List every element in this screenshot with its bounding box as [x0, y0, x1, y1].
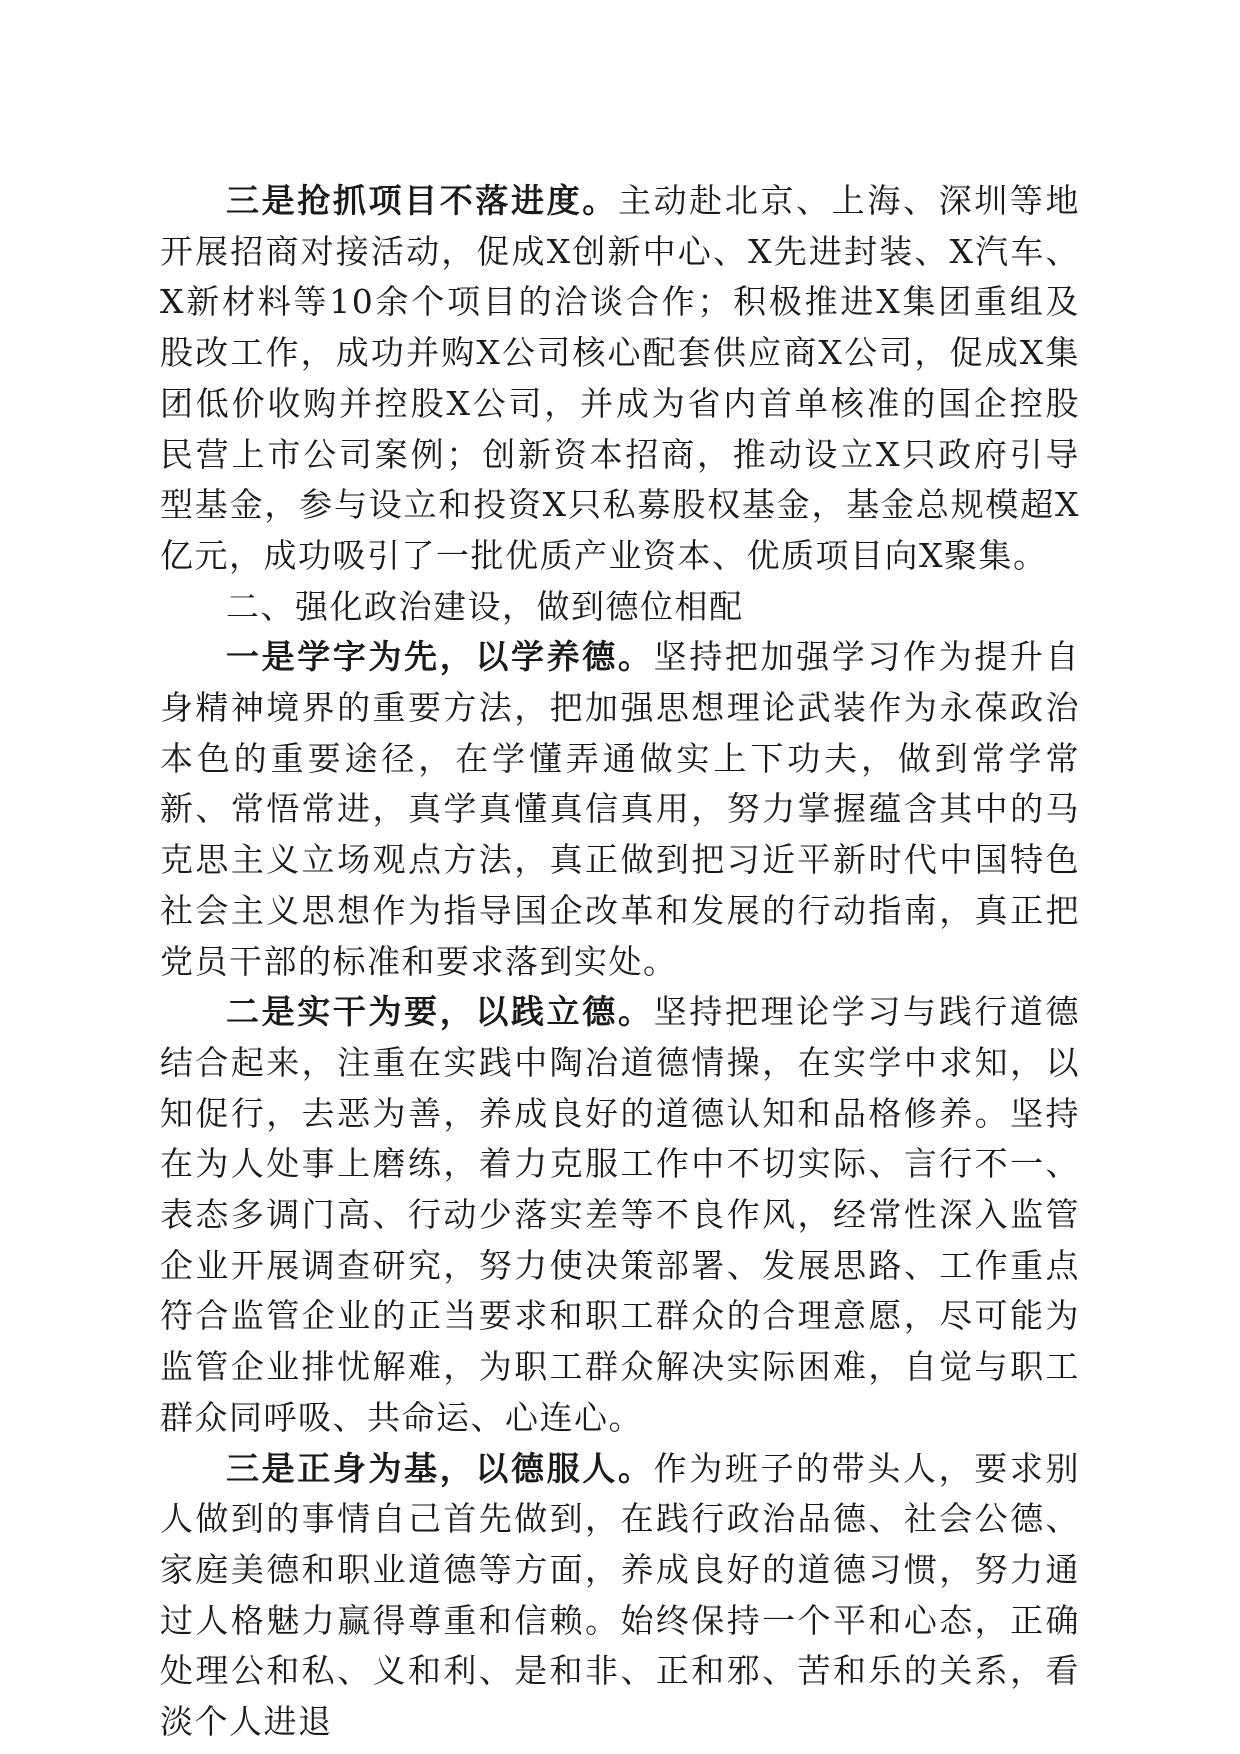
document-body: [160, 176, 1080, 1748]
paragraph-text: 主动赴北京、上海、深圳等地开展招商对接活动，促成X创新中心、X先进封装、X汽车、X新材料等10余个项目的洽谈合作；积极推进X集团重组及股改工作，成功并购X公司核心配套供应商X公司，促成X集团低价收购并控股X公司，并成为省内首单核准的国企控股民营上市公司案例；创新资本招商，推动设立X只政府引导型基金，参与设立和投资X只私募股权基金，基金总规模超X亿元，成功吸引了一批优质产业资本、优质项目向X聚集。: [160, 181, 1081, 575]
paragraph-lead: 二是实干为要，以践立德。: [226, 992, 654, 1032]
paragraph-text: 坚持把理论学习与践行道德结合起来，注重在实践中陶冶道德情操，在实学中求知，以知促行，去恶为善，养成良好的道德认知和品格修养。坚持在为人处事上磨练，着力克服工作中不切实际、言行不一、表态多调门高、行动少落实差等不良作风，经常性深入监管企业开展调查研究，努力使决策部署、发展思路、工作重点符合监管企业的正当要求和职工群众的合理意愿，尽可能为监管企业排忧解难，为职工群众解决实际困难，自觉与职工群众同呼吸、共命运、心连心。: [160, 992, 1081, 1437]
paragraph-lead: 三是抢抓项目不落进度。: [226, 181, 618, 220]
paragraph-lead: 三是正身为基，以德服人。: [226, 1448, 654, 1488]
section-heading: 二、强化政治建设，做到德位相配: [226, 586, 744, 626]
paragraph-study-virtue: [160, 632, 1080, 987]
paragraph-text: 坚持把加强学习作为提升自身精神境界的重要方法，把加强思想理论武装作为永葆政治本色的重要途径，在学懂弄通做实上下功夫，做到常学常新、常悟常进，真学真懂真信真用，努力掌握蕴含其中的马克思主义立场观点方法，真正做到把习近平新时代中国特色社会主义思想作为指导国企改革和发展的行动指南，真正把党员干部的标准和要求落到实处。: [160, 637, 1081, 981]
paragraph-practice-virtue: [160, 987, 1080, 1443]
paragraph-project-progress: [160, 176, 1080, 582]
paragraph-text: 作为班子的带头人，要求别人做到的事情自己首先做到，在践行政治品德、社会公德、家庭美德和职业道德等方面，养成良好的道德习惯，努力通过人格魅力赢得尊重和信赖。始终保持一个平和心态，正确处理公和私、义和利、是和非、正和邪、苦和乐的关系，看淡个人进退: [160, 1448, 1081, 1742]
paragraph-lead: 一是学字为先，以学养德。: [226, 637, 654, 677]
paragraph-self-discipline: [160, 1444, 1080, 1748]
